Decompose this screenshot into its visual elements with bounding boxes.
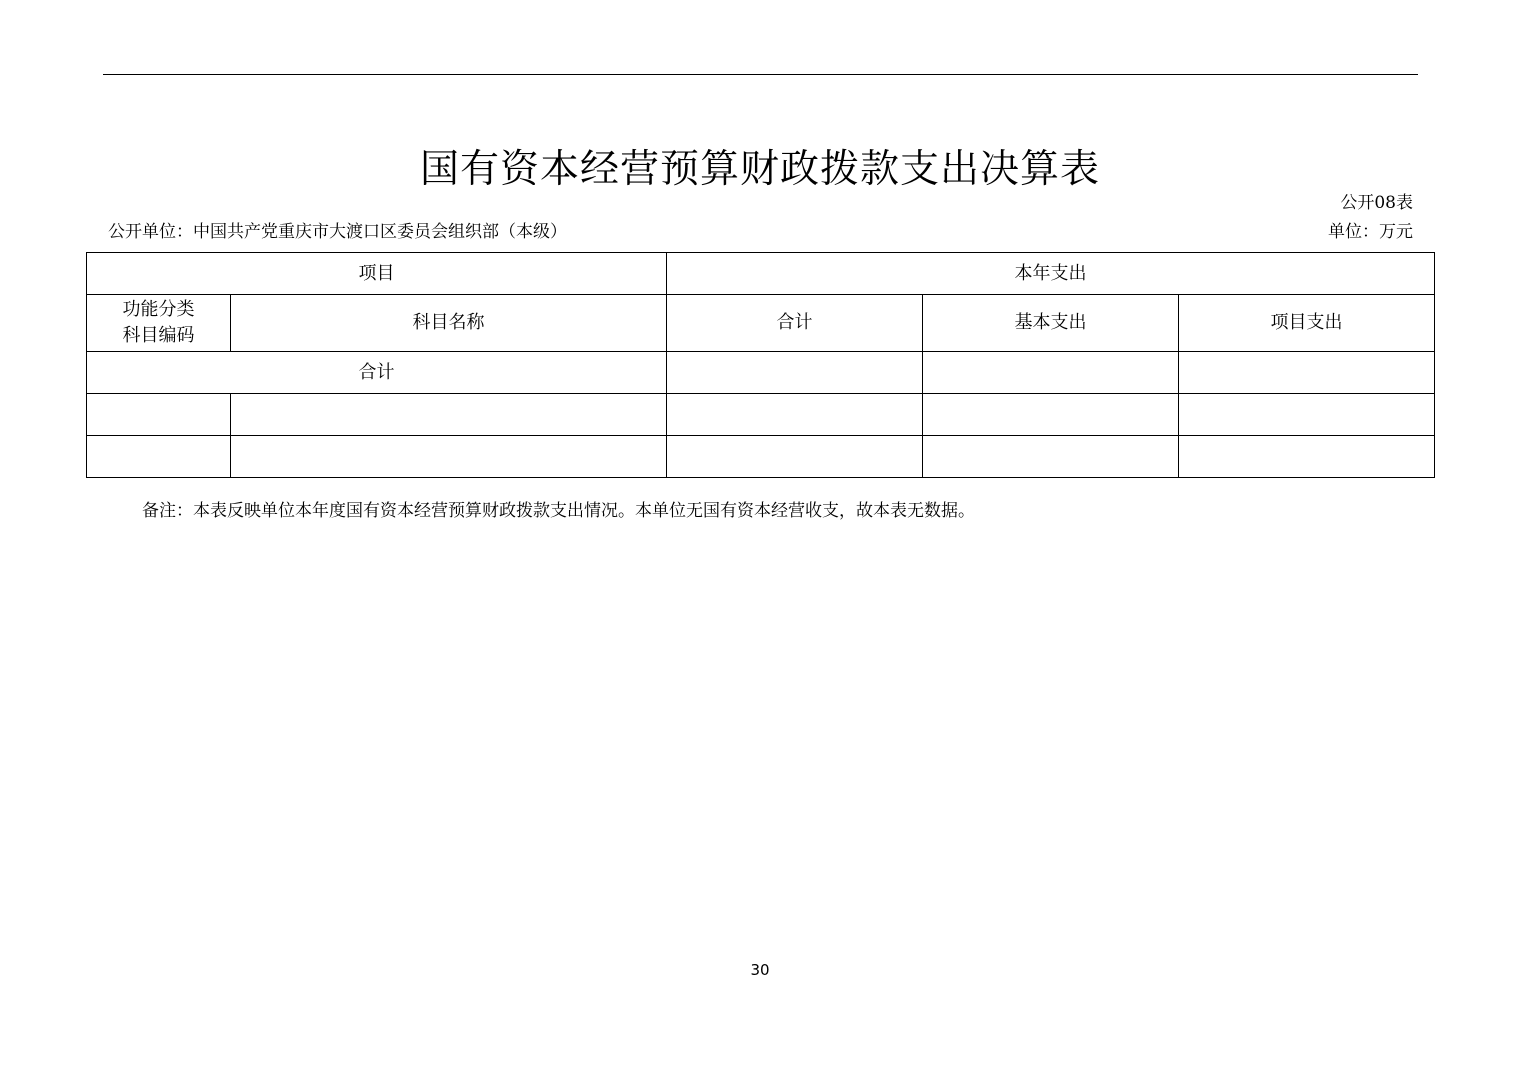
row-basic bbox=[923, 394, 1179, 436]
unit-label: 单位：万元 bbox=[1328, 222, 1413, 242]
header-row-1 bbox=[87, 253, 1435, 295]
header-function-code-line2: 科目编码 bbox=[122, 325, 195, 346]
header-row-2 bbox=[87, 295, 1435, 352]
row-project bbox=[1179, 436, 1435, 478]
header-project-expense: 项目支出 bbox=[1179, 295, 1435, 352]
header-rule bbox=[103, 74, 1418, 75]
row-total bbox=[667, 436, 923, 478]
expense-table bbox=[86, 252, 1435, 478]
table-row bbox=[87, 436, 1435, 478]
header-function-code bbox=[87, 295, 231, 352]
document-title: 国有资本经营预算财政拨款支出决算表 bbox=[419, 147, 1100, 193]
header-basic-expense: 基本支出 bbox=[923, 295, 1179, 352]
header-project: 项目 bbox=[87, 253, 667, 295]
total-row-total bbox=[667, 352, 923, 394]
table-number: 公开08表 bbox=[1340, 193, 1413, 213]
header-subject-name: 科目名称 bbox=[231, 295, 667, 352]
row-code bbox=[87, 394, 231, 436]
total-row-label: 合计 bbox=[87, 352, 667, 394]
total-row-project bbox=[1179, 352, 1435, 394]
header-total: 合计 bbox=[667, 295, 923, 352]
row-subject-name bbox=[231, 436, 667, 478]
row-basic bbox=[923, 436, 1179, 478]
total-row bbox=[87, 352, 1435, 394]
table-row bbox=[87, 394, 1435, 436]
row-project bbox=[1179, 394, 1435, 436]
row-subject-name bbox=[231, 394, 667, 436]
page-number: 30 bbox=[750, 961, 770, 979]
table-note: 备注：本表反映单位本年度国有资本经营预算财政拨款支出情况。本单位无国有资本经营收支，故本表无数据。 bbox=[142, 501, 975, 521]
row-total bbox=[667, 394, 923, 436]
header-function-code-line1: 功能分类 bbox=[122, 299, 195, 320]
header-current-year-expense: 本年支出 bbox=[667, 253, 1435, 295]
reporting-organization: 公开单位：中国共产党重庆市大渡口区委员会组织部（本级） bbox=[108, 222, 567, 242]
row-code bbox=[87, 436, 231, 478]
total-row-basic bbox=[923, 352, 1179, 394]
